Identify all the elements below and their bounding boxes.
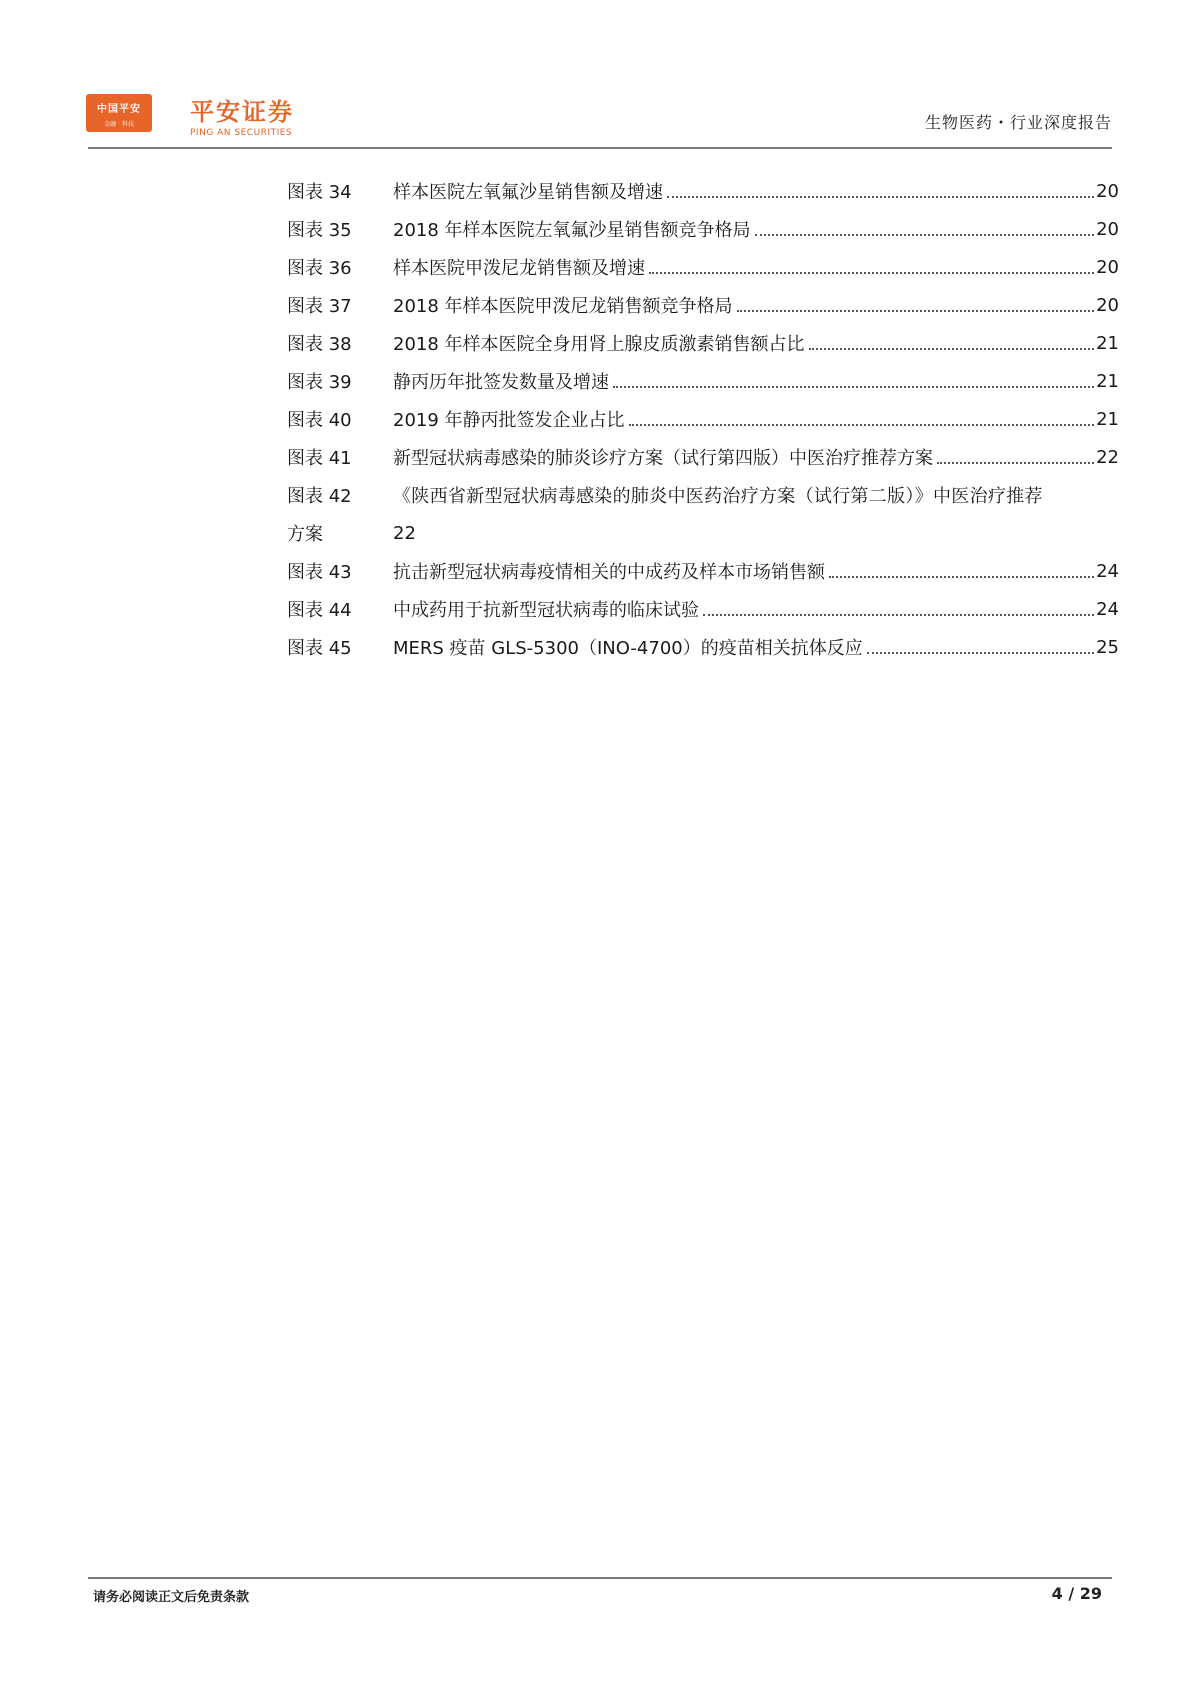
ping-an-logo	[86, 94, 152, 132]
figure-number: 图表 45	[287, 638, 352, 659]
figure-title: 2018 年样本医院左氧氟沙星销售额竞争格局	[393, 220, 751, 241]
footer-divider	[88, 1577, 1112, 1579]
figure-number: 图表 36	[287, 258, 352, 279]
dot-leader	[667, 196, 1094, 198]
toc-entry[interactable]	[287, 438, 1119, 476]
page-number: 20	[1096, 294, 1119, 316]
figure-title: 2018 年样本医院甲泼尼龙销售额竞争格局	[393, 296, 733, 317]
figure-number: 图表 34	[287, 182, 352, 203]
figure-title: 2019 年静丙批签发企业占比	[393, 410, 625, 431]
logo-text: 中国平安	[97, 104, 141, 115]
figure-title: 样本医院左氧氟沙星销售额及增速	[393, 182, 663, 203]
page-number: 21	[1096, 370, 1119, 392]
figure-title: 新型冠状病毒感染的肺炎诊疗方案（试行第四版）中医治疗推荐方案	[393, 448, 933, 469]
dot-leader	[629, 424, 1095, 426]
toc-entry[interactable]	[287, 362, 1119, 400]
header-divider	[88, 147, 1112, 149]
dot-leader	[613, 386, 1094, 388]
figure-number: 图表 40	[287, 410, 352, 431]
dot-leader	[937, 462, 1094, 464]
dot-leader	[867, 652, 1094, 654]
logo-subtext: 金融 · 科技	[104, 121, 134, 128]
figure-number: 图表 43	[287, 562, 352, 583]
figure-title: 抗击新型冠状病毒疫情相关的中成药及样本市场销售额	[393, 562, 825, 583]
figure-number: 图表 37	[287, 296, 352, 317]
brand-name-cn: 平安证券	[190, 98, 294, 126]
page-number: 20	[1096, 256, 1119, 278]
toc-entry[interactable]	[287, 172, 1119, 210]
dot-leader	[649, 272, 1094, 274]
dot-leader	[703, 614, 1094, 616]
page-number: 20	[1096, 218, 1119, 240]
figure-number: 图表 42	[287, 486, 352, 507]
toc-entry[interactable]	[287, 324, 1119, 362]
figure-number: 图表 35	[287, 220, 352, 241]
disclaimer-notice: 请务必阅读正文后免责条款	[93, 1590, 250, 1605]
page-number: 22	[393, 522, 416, 544]
page-indicator: 4 / 29	[1051, 1584, 1102, 1603]
page-number: 25	[1096, 636, 1119, 658]
figure-title: MERS 疫苗 GLS-5300（INO-4700）的疫苗相关抗体反应	[393, 638, 863, 659]
figure-title: 《陕西省新型冠状病毒感染的肺炎中医药治疗方案（试行第二版）》中医治疗推荐	[393, 486, 1043, 507]
figure-title: 2018 年样本医院全身用肾上腺皮质激素销售额占比	[393, 334, 805, 355]
toc-entry-continuation[interactable]	[287, 514, 1119, 552]
figure-number: 图表 41	[287, 448, 352, 469]
dot-leader	[829, 576, 1094, 578]
figure-title-continuation: 方案	[287, 524, 323, 545]
dot-leader	[737, 310, 1095, 312]
toc-entry[interactable]	[287, 590, 1119, 628]
dot-leader	[809, 348, 1095, 350]
figure-number: 图表 44	[287, 600, 352, 621]
page-number: 24	[1096, 598, 1119, 620]
toc-entry[interactable]	[287, 476, 1119, 514]
page-number: 22	[1096, 446, 1119, 468]
toc-entry[interactable]	[287, 248, 1119, 286]
brand-name	[190, 92, 294, 138]
report-type: 生物医药・行业深度报告	[924, 113, 1112, 132]
brand-name-en: PING AN SECURITIES	[190, 128, 293, 138]
toc-entry[interactable]	[287, 210, 1119, 248]
toc-entry[interactable]	[287, 286, 1119, 324]
page-number: 21	[1096, 408, 1119, 430]
figure-index	[287, 172, 1119, 666]
page-number: 21	[1096, 332, 1119, 354]
page-number: 24	[1096, 560, 1119, 582]
dot-leader	[755, 234, 1095, 236]
toc-entry[interactable]	[287, 628, 1119, 666]
figure-number: 图表 38	[287, 334, 352, 355]
page-header	[0, 0, 1200, 150]
toc-entry[interactable]	[287, 400, 1119, 438]
figure-title: 静丙历年批签发数量及增速	[393, 372, 609, 393]
page-number: 20	[1096, 180, 1119, 202]
toc-entry[interactable]	[287, 552, 1119, 590]
figure-title: 中成药用于抗新型冠状病毒的临床试验	[393, 600, 699, 621]
figure-number: 图表 39	[287, 372, 352, 393]
figure-title: 样本医院甲泼尼龙销售额及增速	[393, 258, 645, 279]
